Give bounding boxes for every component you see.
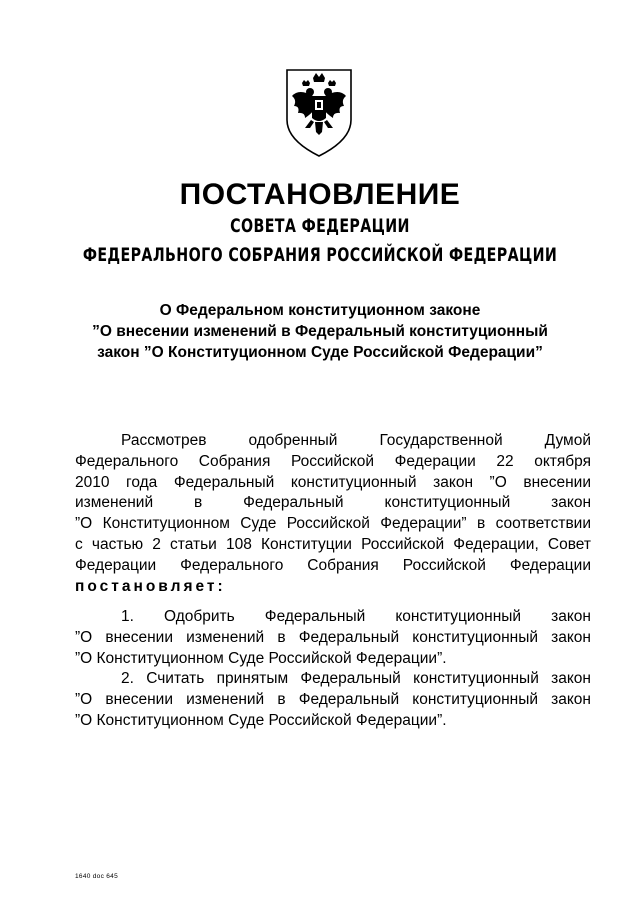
- item-1-line: ”О Конституционном Суде Российской Федерации”.: [75, 649, 447, 667]
- footer-code: 1640 doc 645: [75, 873, 118, 880]
- resolution-items: [75, 607, 591, 732]
- subject-line: ”О внесении изменений в Федеральный конституционный: [92, 323, 548, 340]
- preamble-line: 2010 года Федеральный конституционный закон ”О внесении: [75, 473, 591, 491]
- subject-line: закон ”О Конституционном Суде Российской Федерации”: [97, 344, 543, 361]
- item-1-line: 1. Одобрить Федеральный конституционный закон: [121, 608, 591, 625]
- preamble-line: ”О Конституционном Суде Российской Федерации” в соответствии: [75, 515, 591, 533]
- item-2-line: ”О Конституционном Суде Российской Федерации”.: [75, 711, 447, 729]
- preamble-line: Рассмотрев одобренный Государственной Думой: [121, 432, 591, 449]
- item-2-line: 2. Считать принятым Федеральный конституционный закон: [121, 670, 591, 688]
- preamble-line: изменений в Федеральный конституционный закон: [75, 494, 591, 512]
- preamble-line: с частью 2 статьи 108 Конституции Российской Федерации, Совет: [75, 535, 591, 553]
- issuer-line-1: СОВЕТА ФЕДЕРАЦИИ: [230, 215, 410, 237]
- issuer-line-2: ФЕДЕРАЛЬНОГО СОБРАНИЯ РОССИЙСКОЙ ФЕДЕРАЦИИ: [82, 244, 558, 266]
- coat-of-arms-icon: [283, 66, 355, 158]
- preamble-line: Федерации Федерального Собрания Российской Федерации: [75, 556, 591, 574]
- preamble-paragraph: [75, 431, 591, 597]
- resolution-word: постановляет:: [75, 577, 226, 595]
- document-subject: [0, 300, 640, 363]
- item-1-line: ”О внесении изменений в Федеральный конституционный закон: [75, 628, 591, 646]
- item-2-line: ”О внесении изменений в Федеральный конституционный закон: [75, 691, 591, 709]
- preamble-line: Федерального Собрания Российской Федерации 22 октября: [75, 452, 591, 470]
- subject-line: О Федеральном конституционном законе: [159, 302, 481, 319]
- document-type-title: ПОСТАНОВЛЕНИЕ: [179, 178, 461, 211]
